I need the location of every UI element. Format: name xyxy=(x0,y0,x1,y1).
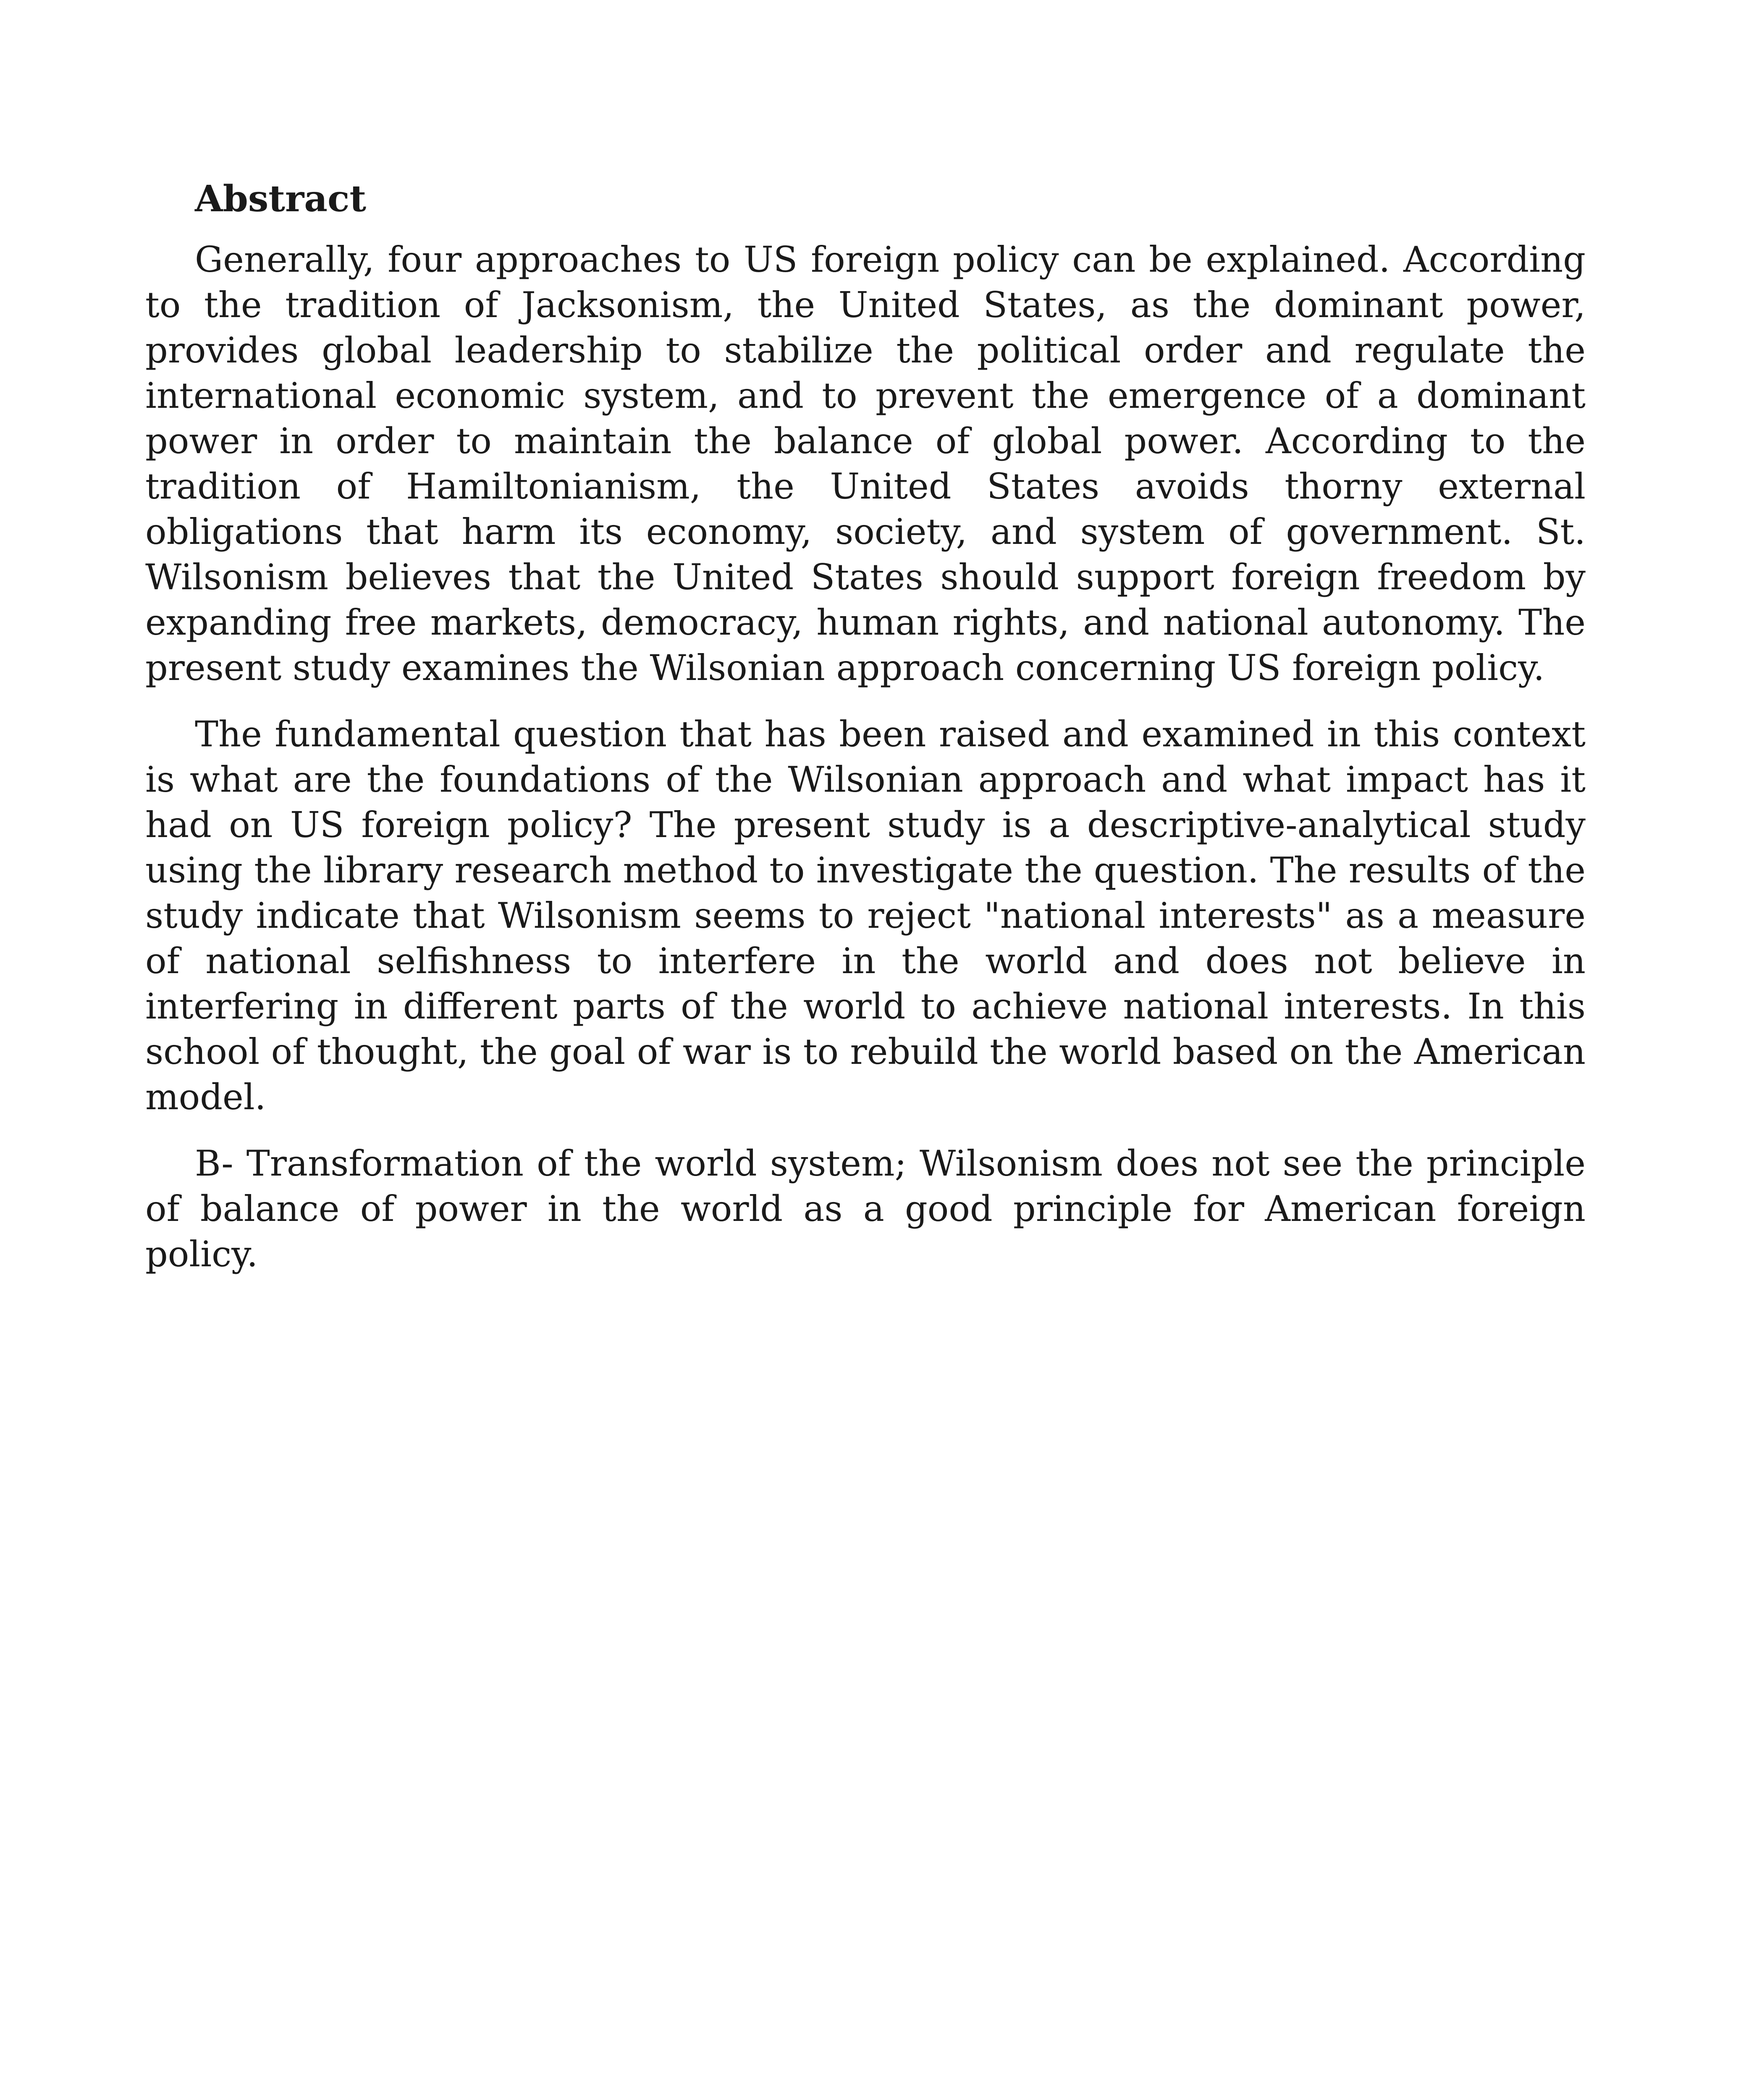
abstract-paragraph-3: B- Transformation of the world system; Wilsonism does not see the principle of balance of power in the world as a good principle for American foreign policy. xyxy=(145,1143,1586,1275)
abstract-section xyxy=(145,176,1586,1298)
abstract-paragraph-1: Generally, four approaches to US foreign policy can be explained. According to the tradition of Jacksonism, the United States, as the dominant power, provides global leadership to stabilize the political order and regulate the international economic system, and to prevent the emergence of a dominant power in order to maintain the balance of global power. According to the tradition of Hamiltonianism, the United States avoids thorny external obligations that harm its economy, society, and system of government. St. Wilsonism believes that the United States should support foreign freedom by expanding free markets, democracy, human rights, and national autonomy. The present study examines the Wilsonian approach concerning US foreign policy. xyxy=(145,239,1586,688)
abstract-heading: Abstract xyxy=(195,178,367,220)
abstract-paragraph-2: The fundamental question that has been raised and examined in this context is what are the foundations of the Wilsonian approach and what impact has it had on US foreign policy? The present study is a descriptive-analytical study using the library research method to investigate the question. The results of the study indicate that Wilsonism seems to reject "national interests" as a measure of national selfishness to interfere in the world and does not believe in interfering in different parts of the world to achieve national interests. In this school of thought, the goal of war is to rebuild the world based on the American model. xyxy=(145,714,1586,1118)
